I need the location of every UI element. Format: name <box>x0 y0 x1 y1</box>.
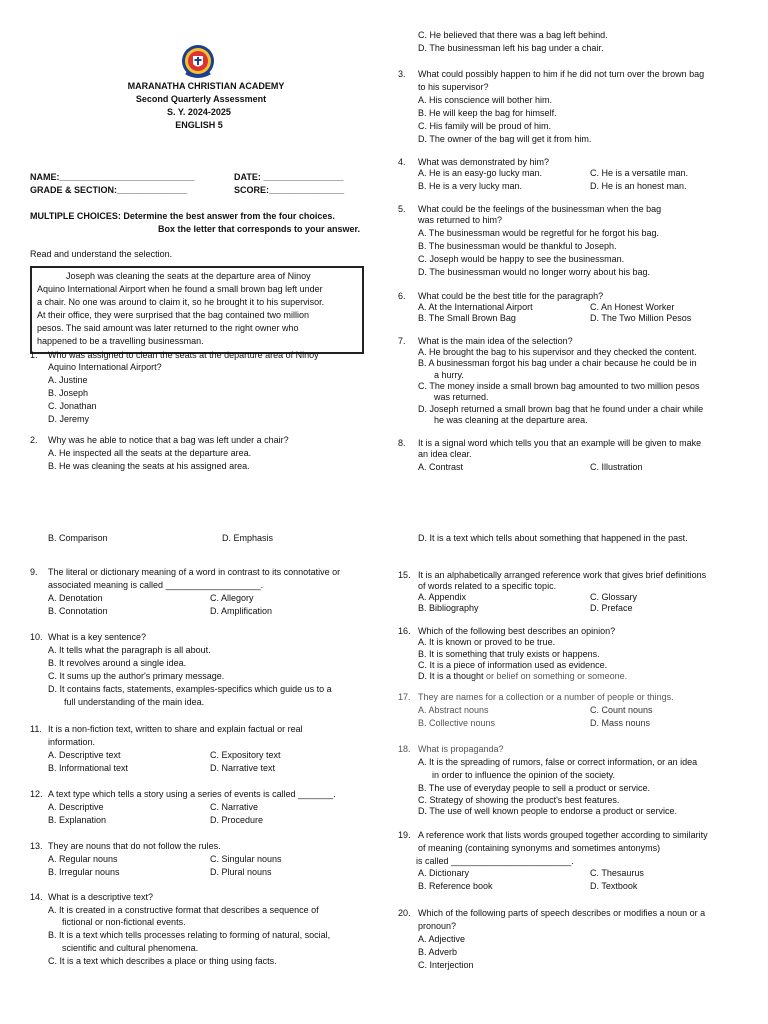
q10-option-c: C. It sums up the author's primary message. <box>48 671 225 681</box>
q2-option-a: A. He inspected all the seats at the departure area. <box>48 448 252 458</box>
q8-option-c: C. Illustration <box>590 462 643 472</box>
instructions-line1 <box>30 210 335 223</box>
q19-stem: A reference work that lists words grouped together according to similarity <box>418 830 708 840</box>
q14-option-d: D. It is a text which tells about something that happened in the past. <box>418 533 688 543</box>
q7-option-d-cont: he was cleaning at the departure area. <box>434 415 588 425</box>
q17-stem: They are names for a collection or a number of people or things. <box>418 692 674 702</box>
q6-number: 6. <box>398 291 406 301</box>
q20-option-a: A. Adjective <box>418 934 466 944</box>
q15-option-a: A. Appendix <box>418 592 467 602</box>
q9-stem: associated meaning is called ___________________. <box>48 580 264 590</box>
q3-option-b: B. He will keep the bag for himself. <box>418 108 557 118</box>
q3-option-a: A. His conscience will bother him. <box>418 95 553 105</box>
q16-option-b: B. It is something that truly exists or happens. <box>418 649 600 659</box>
q8-stem: It is a signal word which tells you that an example will be given to make <box>418 438 702 448</box>
q18-option-c: C. Strategy of showing the product's best features. <box>418 795 620 805</box>
q8-stem: an idea clear. <box>418 449 472 459</box>
q4-option-c: C. He is a versatile man. <box>590 168 689 178</box>
passage-line: pesos. The said amount was later returned to the right owner who <box>37 323 299 333</box>
q19-stem: of meaning (containing synonyms and sometimes antonyms) <box>418 843 661 853</box>
q6-option-b: B. The Small Brown Bag <box>418 313 516 323</box>
q1-option-a: A. Justine <box>48 375 88 385</box>
read-label: Read and understand the selection. <box>30 249 173 259</box>
q4-option-b: B. He is a very lucky man. <box>418 181 523 191</box>
q12-option-a: A. Descriptive <box>48 802 104 812</box>
q4-option-a: A. He is an easy-go lucky man. <box>418 168 543 178</box>
q1-option-c: C. Jonathan <box>48 401 97 411</box>
q4-number: 4. <box>398 157 406 167</box>
q1-option-d: D. Jeremy <box>48 414 90 424</box>
q20-stem: pronoun? <box>418 921 457 931</box>
q3-stem: What could possibly happen to him if he did not turn over the brown bag <box>418 69 705 79</box>
q2-option-b: B. He was cleaning the seats at his assigned area. <box>48 461 250 471</box>
q5-number: 5. <box>398 204 406 214</box>
q10-option-b: B. It revolves around a single idea. <box>48 658 187 668</box>
q11-option-c: C. Expository text <box>210 750 281 760</box>
q4-stem: What was demonstrated by him? <box>418 157 550 167</box>
q6-option-d: D. The Two Million Pesos <box>590 313 692 323</box>
q15-option-d: D. Preface <box>590 603 633 613</box>
q13-option-c: C. Singular nouns <box>210 854 282 864</box>
q1-option-b: B. Joseph <box>48 388 89 398</box>
q2-stem: Why was he able to notice that a bag was left under a chair? <box>48 435 289 445</box>
instructions-lead: MULTIPLE CHOICES: <box>30 211 121 221</box>
q5-stem: What could be the feelings of the businessman when the bag <box>418 204 662 214</box>
q10-option-d-cont: full understanding of the main idea. <box>64 697 205 707</box>
q7-option-d: D. Joseph returned a small brown bag that he found under a chair while <box>418 404 704 414</box>
q7-stem: What is the main idea of the selection? <box>418 336 573 346</box>
q11-option-b: B. Informational text <box>48 763 129 773</box>
passage-line: happened to be a travelling businessman. <box>37 336 204 346</box>
q20-stem: Which of the following parts of speech describes or modifies a noun or a <box>418 908 706 918</box>
score-field: SCORE:_______________ <box>234 185 345 195</box>
q5-option-a: A. The businessman would be regretful for he forgot his bag. <box>418 228 659 238</box>
q13-option-b: B. Irregular nouns <box>48 867 120 877</box>
q6-option-c: C. An Honest Worker <box>590 302 675 312</box>
q20-option-c: C. Interjection <box>418 960 474 970</box>
q19-number: 19. <box>398 830 411 840</box>
q10-number: 10. <box>30 632 43 642</box>
q12-option-c: C. Narrative <box>210 802 259 812</box>
q18-stem: What is propaganda? <box>418 744 504 754</box>
school-year: S. Y. 2024-2025 <box>167 107 231 117</box>
q18-option-a-cont: in order to influence the opinion of the society. <box>432 770 615 780</box>
q9-number: 9. <box>30 567 38 577</box>
school-name: MARANATHA CHRISTIAN ACADEMY <box>127 81 285 91</box>
q6-option-a: A. At the International Airport <box>418 302 533 312</box>
q15-stem: It is an alphabetically arranged reference work that gives brief definitions <box>418 570 707 580</box>
q7-option-b: B. A businessman forgot his bag under a chair because he could be in <box>418 358 697 368</box>
assessment-title: Second Quarterly Assessment <box>135 94 267 104</box>
q11-stem: It is a non-fiction text, written to share and explain factual or real <box>48 724 303 734</box>
passage-line: Joseph was cleaning the seats at the departure area of Ninoy <box>66 271 311 281</box>
q18-option-a: A. It is the spreading of rumors, false or correct information, or an idea <box>418 757 698 767</box>
q20-number: 20. <box>398 908 411 918</box>
passage-line: a chair. No one was around to claim it, so he brought it to his supervisor. <box>37 297 325 307</box>
q14-option-a-cont: fictional or non-fictional events. <box>62 917 186 927</box>
q10-option-d: D. It contains facts, statements, examples-specifics which guide us to a <box>48 684 332 694</box>
q7-option-b-cont: a hurry. <box>434 370 464 380</box>
q9-option-d: D. Amplification <box>210 606 273 616</box>
q17-option-c: C. Count nouns <box>590 705 653 715</box>
q1-stem: Who was assigned to clean the seats at the departure area of Ninoy <box>48 350 319 360</box>
q7-option-c-cont: was returned. <box>434 392 489 402</box>
q1-stem: Aquino International Airport? <box>48 362 162 372</box>
q14-number: 14. <box>30 892 43 902</box>
q15-stem: of words related to a specific topic. <box>418 581 557 591</box>
q19-stem: is called ________________________. <box>416 856 574 866</box>
q20-option-b: B. Adverb <box>418 947 458 957</box>
q16-stem: Which of the following best describes an opinion? <box>418 626 616 636</box>
q18-option-d: D. The use of well known people to endorse a product or service. <box>418 806 677 816</box>
q9-stem: The literal or dictionary meaning of a word in contrast to its connotative or <box>48 567 341 577</box>
q9-option-b: B. Connotation <box>48 606 108 616</box>
q4-option-d: D. He is an honest man. <box>590 181 687 191</box>
q12-option-b: B. Explanation <box>48 815 107 825</box>
q19-option-a: A. Dictionary <box>418 868 470 878</box>
q8-option-a: A. Contrast <box>418 462 464 472</box>
q14-option-a: A. It is created in a constructive format that describes a sequence of <box>48 905 319 915</box>
q3-number: 3. <box>398 69 406 79</box>
q2-option-c: C. He believed that there was a bag left behind. <box>418 30 608 40</box>
q3-stem: to his supervisor? <box>418 82 489 92</box>
q9-option-a: A. Denotation <box>48 593 103 603</box>
q16-option-c: C. It is a piece of information used as evidence. <box>418 660 608 670</box>
q14-option-b-cont: scientific and cultural phenomena. <box>62 943 199 953</box>
q16-option-a: A. It is known or proved to be true. <box>418 637 556 647</box>
q11-stem: information. <box>48 737 96 747</box>
q13-option-d: D. Plural nouns <box>210 867 272 877</box>
q12-stem: A text type which tells a story using a series of events is called _______. <box>48 789 336 799</box>
q3-option-d: D. The owner of the bag will get it from him. <box>418 134 592 144</box>
q12-option-d: D. Procedure <box>210 815 264 825</box>
q16-option-d <box>418 670 627 683</box>
q2-number: 2. <box>30 435 38 445</box>
passage-line: At their office, they were surprised that the bag contained two million <box>37 310 309 320</box>
q18-number: 18. <box>398 744 411 754</box>
q19-option-b: B. Reference book <box>418 881 493 891</box>
q11-option-d: D. Narrative text <box>210 763 276 773</box>
q3-option-c: C. His family will be proud of him. <box>418 121 552 131</box>
q17-option-a: A. Abstract nouns <box>418 705 489 715</box>
q8-number: 8. <box>398 438 406 448</box>
q12-number: 12. <box>30 789 43 799</box>
name-field: NAME:___________________________ <box>30 172 195 182</box>
q16-option-d-end: or belief on something or someone. <box>486 671 628 681</box>
q18-option-b: B. The use of everyday people to sell a product or service. <box>418 783 650 793</box>
q16-number: 16. <box>398 626 411 636</box>
q13-stem: They are nouns that do not follow the rules. <box>48 841 221 851</box>
q2-option-d: D. The businessman left his bag under a chair. <box>418 43 604 53</box>
q17-number: 17. <box>398 692 411 702</box>
q13-option-a: A. Regular nouns <box>48 854 118 864</box>
q5-stem: was returned to him? <box>418 215 503 225</box>
subject: ENGLISH 5 <box>175 120 223 130</box>
q15-option-b: B. Bibliography <box>418 603 479 613</box>
q5-option-d: D. The businessman would no longer worry about his bag. <box>418 267 650 277</box>
instructions-line2: Box the letter that corresponds to your answer. <box>158 224 361 234</box>
q17-option-b: B. Collective nouns <box>418 718 496 728</box>
q13-number: 13. <box>30 841 43 851</box>
q19-option-c: C. Thesaurus <box>590 868 644 878</box>
q19-option-d: D. Textbook <box>590 881 638 891</box>
q8-option-b: B. Comparison <box>48 533 108 543</box>
q11-option-a: A. Descriptive text <box>48 750 121 760</box>
q15-number: 15. <box>398 570 411 580</box>
q5-option-b: B. The businessman would be thankful to Joseph. <box>418 241 617 251</box>
q11-number: 11. <box>30 724 42 734</box>
q14-option-b: B. It is a text which tells processes relating to forming of natural, social, <box>48 930 331 940</box>
q14-option-c: C. It is a text which describes a place or thing using facts. <box>48 956 277 966</box>
date-field: DATE: ________________ <box>234 172 344 182</box>
q7-number: 7. <box>398 336 406 346</box>
q14-stem: What is a descriptive text? <box>48 892 154 902</box>
grade-section-field: GRADE & SECTION:______________ <box>30 185 188 195</box>
q7-option-c: C. The money inside a small brown bag amounted to two million pesos <box>418 381 700 391</box>
q15-option-c: C. Glossary <box>590 592 638 602</box>
passage-line: Aquino International Airport when he found a small brown bag left under <box>37 284 323 294</box>
q16-option-d-start: D. It is a thought <box>418 671 487 681</box>
q10-option-a: A. It tells what the paragraph is all about. <box>48 645 211 655</box>
q8-option-d: D. Emphasis <box>222 533 274 543</box>
q7-option-a: A. He brought the bag to his supervisor and they checked the content. <box>418 347 697 357</box>
q17-option-d: D. Mass nouns <box>590 718 651 728</box>
school-seal-logo <box>180 42 216 82</box>
q5-option-c: C. Joseph would be happy to see the businessman. <box>418 254 625 264</box>
instructions-text: Determine the best answer from the four choices. <box>120 211 335 221</box>
q1-number: 1. <box>30 350 38 360</box>
q9-option-c: C. Allegory <box>210 593 254 603</box>
q6-stem: What could be the best title for the paragraph? <box>418 291 604 301</box>
q10-stem: What is a key sentence? <box>48 632 147 642</box>
